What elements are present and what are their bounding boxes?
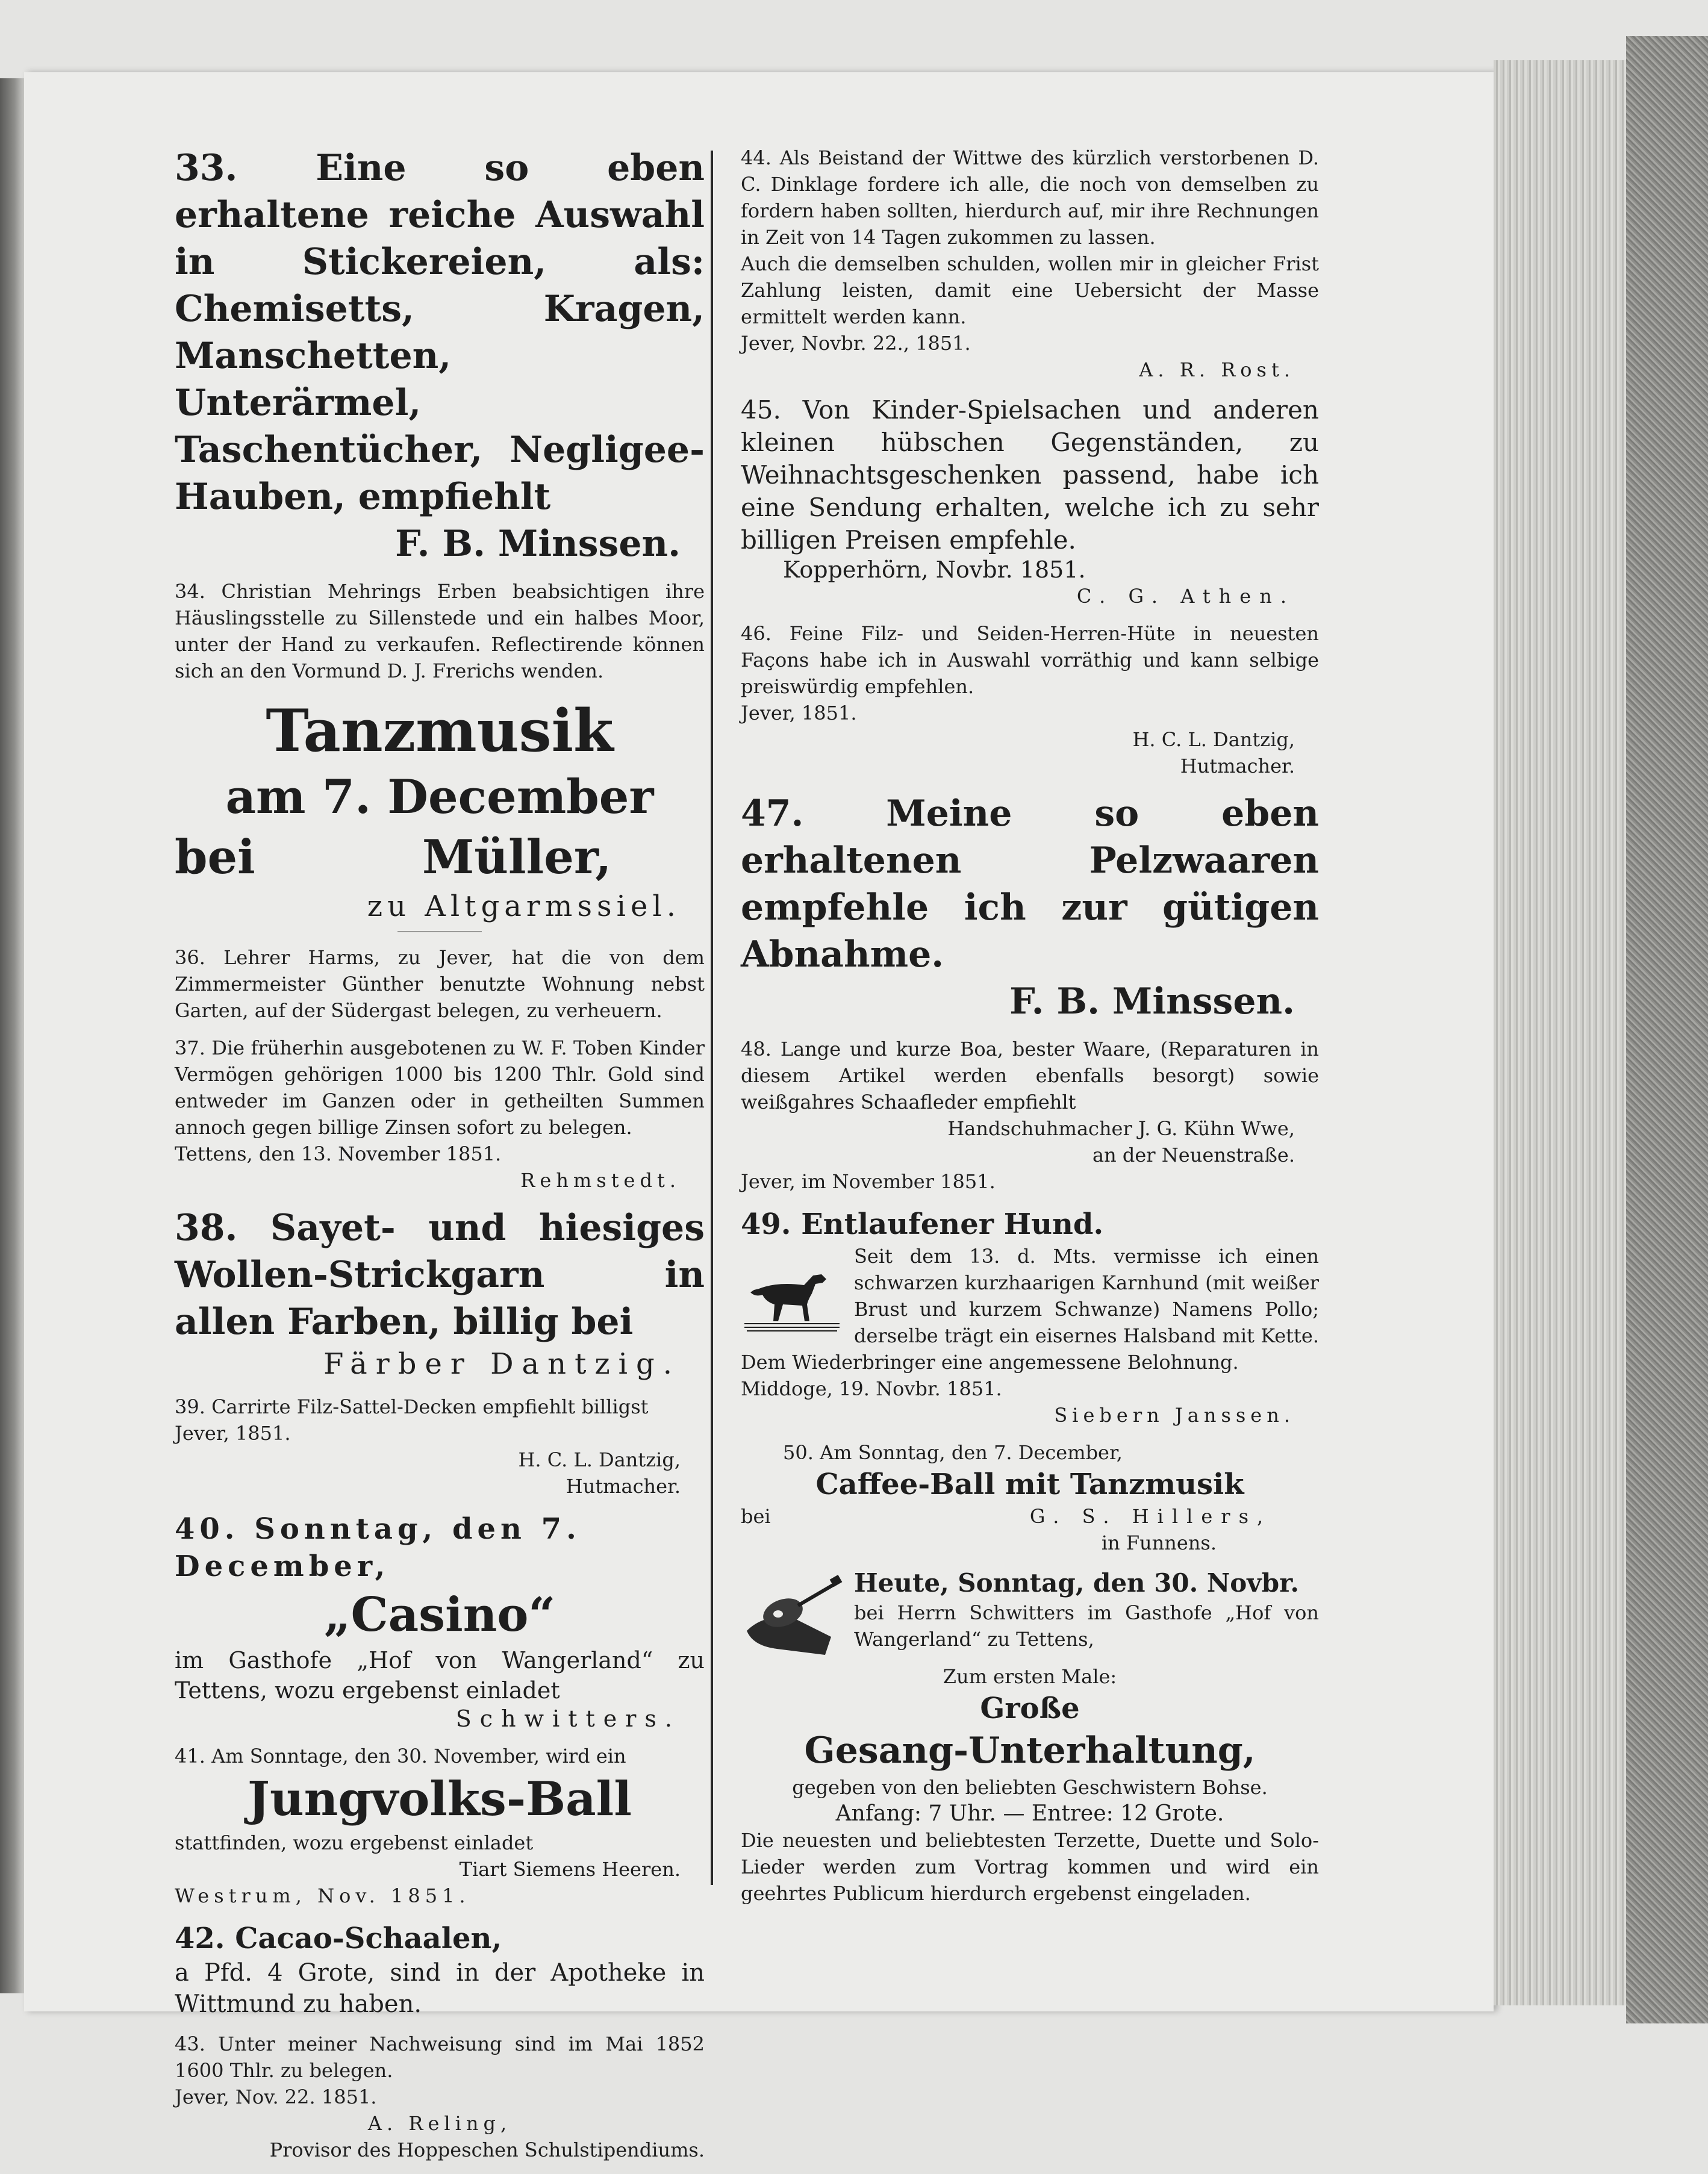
ad-46-signature: H. C. L. Dantzig, xyxy=(1132,728,1295,751)
ad-39-signature: H. C. L. Dantzig, xyxy=(518,1448,681,1471)
ad-49-line: 49. Entlaufener Hund. xyxy=(741,1207,1104,1241)
ad-46 xyxy=(741,620,1319,779)
ad-37-text: 37. Die früherhin ausgebotenen zu W. F. Toben Kinder Vermögen gehörigen 1000 bis 1200 Thlr. Gold sind entweder im Ganzen oder in getheilten Summen annoch gegen billige Zinsen sofort zu belegen. xyxy=(175,1036,705,1139)
ad-49-text: Seit dem 13. d. Mts. vermisse ich einen schwarzen kurzhaarigen Karnhund (mit weißer Brust und kurzem Schwanze) Namens Pollo; derselbe trägt ein eisernes Halsband mit Kette. Dem Wiederbringer eine angemessene Belohnung. xyxy=(741,1245,1319,1374)
ad-51-first: Zum ersten Male: xyxy=(943,1665,1117,1688)
ad-38-text: 38. Sayet- und hiesiges Wollen-Strickgarn in allen Farben, billig bei xyxy=(175,1207,705,1343)
ad-41 xyxy=(175,1743,705,1909)
ad-49 xyxy=(741,1206,1319,1428)
ad-50-signature: G. S. Hillers, xyxy=(1029,1505,1272,1528)
ad-41-signature: Tiart Siemens Heeren. xyxy=(459,1858,681,1881)
ad-44-text: 44. Als Beistand der Wittwe des kürzlich verstorbenen D. C. Dinklage fordere ich alle, die noch von demselben zu fordern haben sollten, hierdurch auf, mir ihre Rechnungen in Zeit von 14 Tagen zukommen zu lassen. xyxy=(741,146,1319,249)
ad-46-signature-title: Hutmacher. xyxy=(1180,755,1295,777)
ad-45-place: Kopperhörn, Novbr. 1851. xyxy=(783,556,1086,583)
book-spine xyxy=(0,78,24,1993)
ad-34-text: 34. Christian Mehrings Erben beabsichtigen ihre Häuslingsstelle zu Sillenstede und ein halbes Moor, unter der Hand zu verkaufen. Reflectirende können sich an den Vormund D. J. Frerichs wenden. xyxy=(175,580,705,682)
ad-46-text: 46. Feine Filz- und Seiden-Herren-Hüte in neuesten Façons habe ich in Auswahl vorräthig und kann selbige preiswürdig empfehlen. xyxy=(741,622,1319,698)
ad-45 xyxy=(741,394,1319,609)
ad-48-signature: Handschuhmacher J. G. Kühn Wwe, xyxy=(947,1117,1295,1140)
ad-51-title-2: Gesang-Unterhaltung, xyxy=(804,1730,1256,1772)
ad-35-bei-line xyxy=(175,827,705,888)
ad-47-text: 47. Meine so eben erhaltenen Pelzwaaren empfehle ich zur gütigen Abnahme. xyxy=(741,793,1319,976)
ad-39-text: 39. Carrirte Filz-Sattel-Decken empfiehlt billigst xyxy=(175,1395,649,1418)
ad-40-signature: Schwitters. xyxy=(455,1705,681,1732)
column-rule xyxy=(711,151,713,1885)
ad-41-title: Jungvolks-Ball xyxy=(248,1772,632,1827)
dog-icon xyxy=(741,1247,843,1337)
ad-39-place: Jever, 1851. xyxy=(175,1422,291,1445)
ad-42-text: a Pfd. 4 Grote, sind in der Apotheke in Wittmund zu haben. xyxy=(175,1959,705,2018)
ad-35-place: zu Altgarmssiel. xyxy=(367,889,681,923)
ad-43 xyxy=(175,2031,705,2163)
ad-35 xyxy=(175,695,705,932)
ad-40-text: im Gasthofe „Hof von Wangerland“ zu Tettens, wozu ergebenst einladet xyxy=(175,1647,705,1704)
ad-48-place: Jever, im November 1851. xyxy=(741,1170,996,1193)
ad-34 xyxy=(175,578,705,684)
ad-36 xyxy=(175,944,705,1024)
ad-50-bei: bei xyxy=(741,1505,771,1528)
ad-33 xyxy=(175,145,705,567)
ad-47-signature: F. B. Minssen. xyxy=(1009,980,1295,1023)
guitar-icon xyxy=(741,1571,843,1661)
ad-42-line: 42. Cacao-Schaalen, xyxy=(175,1922,502,1955)
ad-43-signature: A. Reling, xyxy=(367,2112,512,2135)
ad-50-title: Caffee-Ball mit Tanzmusik xyxy=(815,1468,1244,1501)
ad-43-signature-title: Provisor des Hoppeschen Schulstipendiums. xyxy=(269,2138,705,2161)
right-column xyxy=(741,145,1319,1917)
ad-45-text: 45. Von Kinder-Spielsachen und anderen kleinen hübschen Gegenständen, zu Weihnachtsgeschenken passend, habe ich eine Sendung erhalten, welche ich zu sehr billigen Preisen empfehle. xyxy=(741,395,1319,555)
ad-35-bei: bei xyxy=(175,830,255,885)
ad-48 xyxy=(741,1036,1319,1195)
ad-44 xyxy=(741,145,1319,383)
ad-40-title: „Casino“ xyxy=(323,1587,556,1642)
ad-35-name: Müller, xyxy=(422,830,612,885)
ad-36-text: 36. Lehrer Harms, zu Jever, hat die von dem Zimmermeister Günther benutzte Wohnung nebst Garten, auf der Südergast belegen, zu verheuern. xyxy=(175,946,705,1022)
ad-35-title: Tanzmusik xyxy=(266,697,614,765)
ad-50 xyxy=(741,1439,1319,1556)
ad-51-text: bei Herrn Schwitters im Gasthofe „Hof von Wangerland“ zu Tettens, xyxy=(854,1601,1319,1651)
ad-48-text: 48. Lange und kurze Boa, bester Waare, (Reparaturen in diesem Artikel werden ebenfalls besorgt) sowie weißgahres Schaafleder empfiehlt xyxy=(741,1038,1319,1113)
ad-44-place: Jever, Novbr. 22., 1851. xyxy=(741,332,971,355)
ad-41-line: 41. Am Sonntage, den 30. November, wird ein xyxy=(175,1745,626,1768)
ad-48-address: an der Neuenstraße. xyxy=(1092,1144,1295,1166)
ad-39-signature-title: Hutmacher. xyxy=(566,1475,681,1498)
ad-43-place: Jever, Nov. 22. 1851. xyxy=(175,2085,377,2108)
ad-38 xyxy=(175,1204,705,1383)
ad-46-place: Jever, 1851. xyxy=(741,702,857,724)
ad-47 xyxy=(741,790,1319,1025)
ad-41-text: stattfinden, wozu ergebenst einladet xyxy=(175,1831,534,1854)
ad-41-place: Westrum, Nov. 1851. xyxy=(175,1884,470,1907)
ad-50-place: in Funnens. xyxy=(1101,1531,1217,1554)
ad-39 xyxy=(175,1394,705,1500)
ad-33-text: 33. Eine so eben erhaltene reiche Auswahl in Stickereien, als: Chemisetts, Kragen, Manschetten, Unterärmel, Taschentücher, Negligee-Hauben, empfiehlt xyxy=(175,147,705,518)
left-column xyxy=(175,145,705,2174)
ad-51-line: Heute, Sonntag, den 30. Novbr. xyxy=(854,1568,1299,1598)
ad-37-place: Tettens, den 13. November 1851. xyxy=(175,1142,502,1165)
ad-42 xyxy=(175,1920,705,2020)
ad-35-date: am 7. December xyxy=(225,770,654,824)
ad-51-text-2: Die neuesten und beliebtesten Terzette, Duette und Solo-Lieder werden zum Vortrag kommen und wird ein geehrtes Publicum hierdurch ergebenst eingeladen. xyxy=(741,1829,1319,1905)
ad-51 xyxy=(741,1567,1319,1907)
ad-45-signature: C. G. Athen. xyxy=(1076,585,1295,608)
ad-50-bei-line xyxy=(741,1503,1319,1530)
ad-37-signature: Rehmstedt. xyxy=(520,1169,681,1192)
book-cover-board xyxy=(1626,36,1708,2023)
ad-33-signature: F. B. Minssen. xyxy=(395,523,681,565)
ad-50-line: 50. Am Sonntag, den 7. December, xyxy=(783,1441,1123,1464)
ad-37 xyxy=(175,1035,705,1194)
ad-40 xyxy=(175,1510,705,1732)
divider xyxy=(397,931,482,932)
ad-49-signature: Siebern Janssen. xyxy=(1054,1404,1295,1427)
ad-51-title-1: Große xyxy=(980,1692,1080,1725)
ad-51-by: gegeben von den beliebten Geschwistern Bohse. xyxy=(792,1776,1268,1799)
ad-40-line: 40. Sonntag, den 7. December, xyxy=(175,1512,581,1583)
ad-44-text-2: Auch die demselben schulden, wollen mir in gleicher Frist Zahlung leisten, damit eine Uebersicht der Masse ermittelt werden kann. xyxy=(741,252,1319,328)
ad-43-text: 43. Unter meiner Nachweisung sind im Mai 1852 1600 Thlr. zu belegen. xyxy=(175,2032,705,2082)
ad-44-signature: A. R. Rost. xyxy=(1139,358,1295,381)
ad-49-place: Middoge, 19. Novbr. 1851. xyxy=(741,1377,1002,1400)
ad-51-time: Anfang: 7 Uhr. — Entree: 12 Grote. xyxy=(835,1801,1224,1826)
ad-38-signature: Färber Dantzig. xyxy=(323,1347,681,1381)
